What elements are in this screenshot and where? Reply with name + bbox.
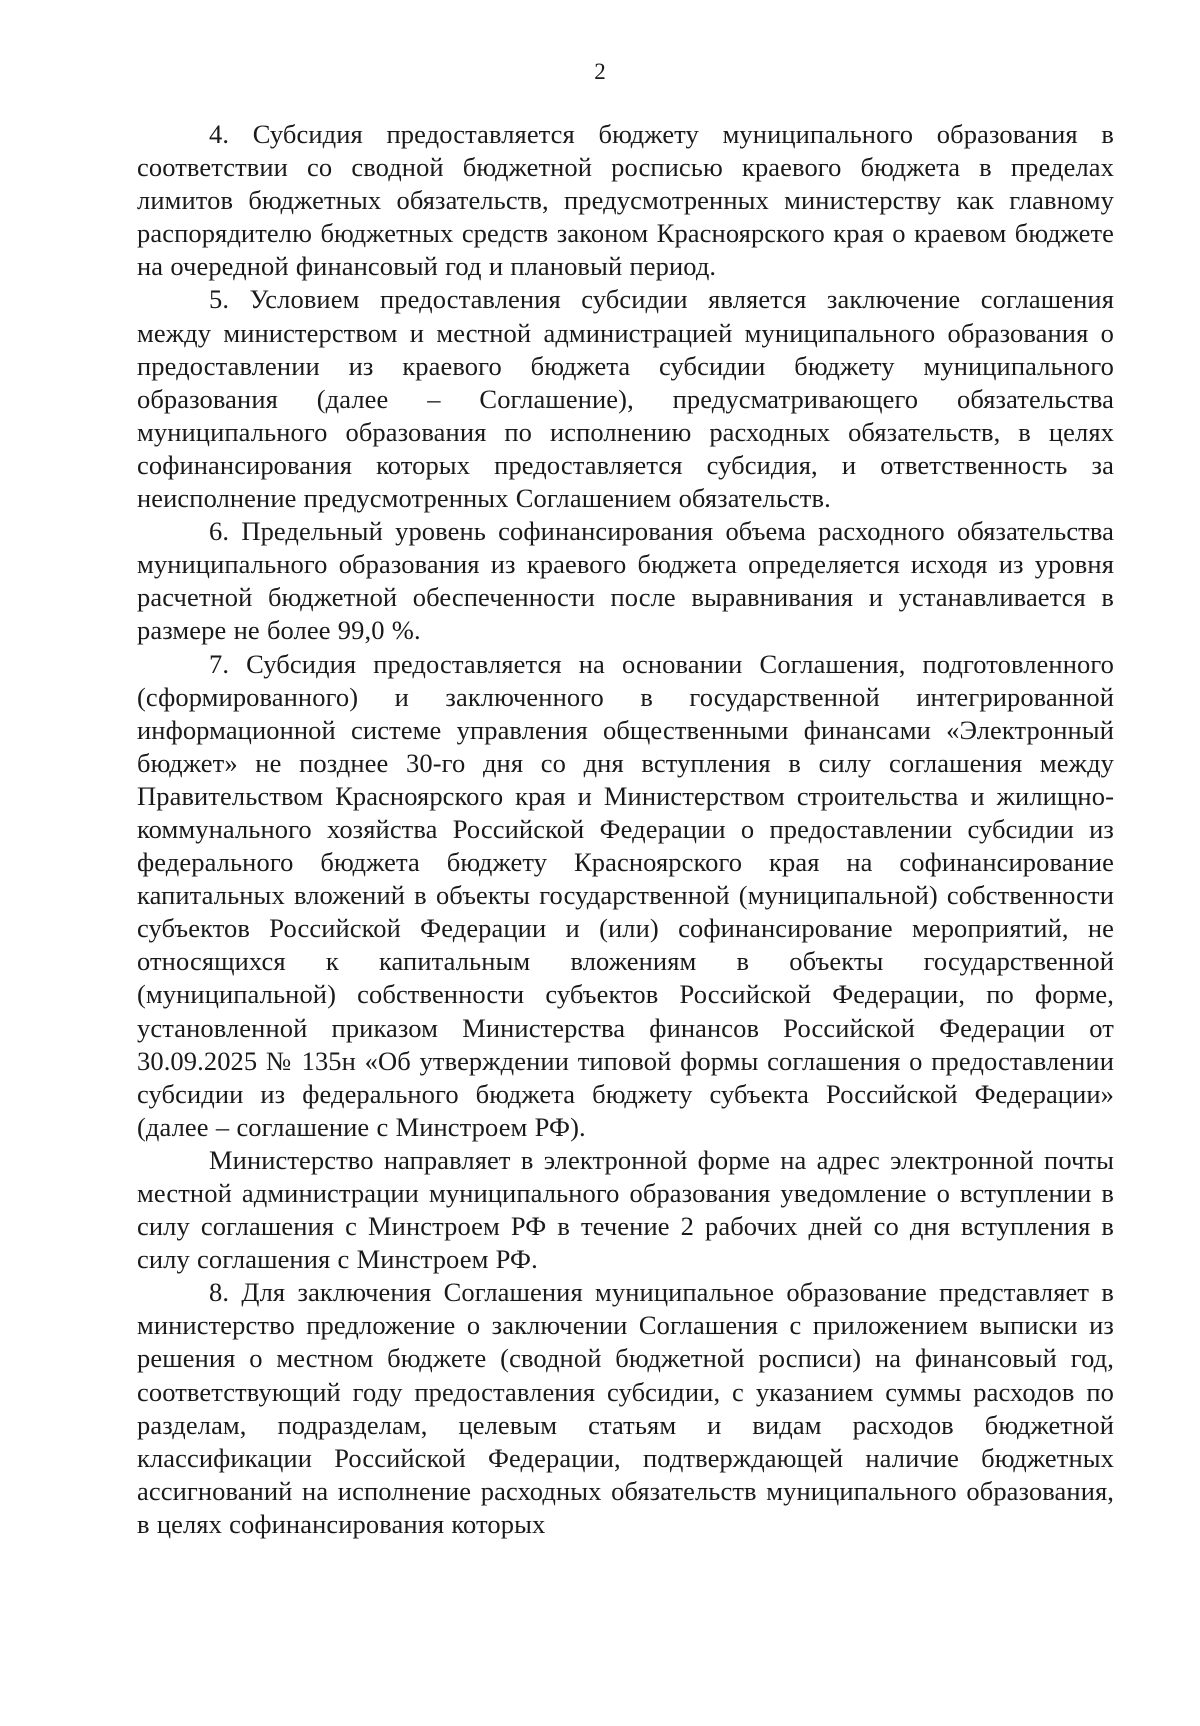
paragraph-6-cofinancing-level: 6. Предельный уровень софинансирования объема расходного обязательства муниципального образования из краевого бюджета определяется исходя из уровня расчетной бюджетной обеспеченности после выравнивания и устанавливается в размере не более 99,0 %.	[137, 516, 1114, 646]
paragraph-4-budget-limits: 4. Субсидия предоставляется бюджету муниципального образования в соответствии со сводной бюджетной росписью краевого бюджета в пределах лимитов бюджетных обязательств, предусмотренных министерству как главному распорядителю бюджетных средств законом Красноярского края о краевом бюджете на очередной финансовый год и плановый период.	[137, 119, 1114, 282]
paragraph-5-agreement-condition: 5. Условием предоставления субсидии является заключение соглашения между министерством и местной администрацией муниципального образования о предоставлении из краевого бюджета субсидии бюджету муниципального образования (далее – Соглашение), предусматривающего обязательства муниципального образования по исполнению расходных обязательств, в целях софинансирования которых предоставляется субсидия, и ответственность за неисполнение предусмотренных Соглашением обязательств.	[137, 284, 1114, 514]
page-number: 2	[594, 59, 606, 84]
document-body	[137, 118, 1114, 1541]
paragraph-7-agreement-basis: 7. Субсидия предоставляется на основании Соглашения, подготовленного (сформированного) и заключенного в государственной интегрированной информационной системе управления общественными финансами «Электронный бюджет» не позднее 30-го дня со дня вступления в силу соглашения между Правительством Красноярского края и Министерством строительства и жилищно-коммунального хозяйства Российской Федерации о предоставлении субсидии из федерального бюджета бюджету Красноярского края на софинансирование капитальных вложений в объекты государственной (муниципальной) собственности субъектов Российской Федерации и (или) софинансирование мероприятий, не относящихся к капитальным вложениям в объекты государственной (муниципальной) собственности субъектов Российской Федерации, по форме, установленной приказом Министерства финансов Российской Федерации от 30.09.2025 № 135н «Об утверждении типовой формы соглашения о предоставлении субсидии из федерального бюджета бюджету субъекта Российской Федерации» (далее – соглашение с Минстроем РФ).	[137, 648, 1114, 1142]
paragraph-ministry-notification: Министерство направляет в электронной форме на адрес электронной почты местной администрации муниципального образования уведомление о вступлении в силу соглашения с Минстроем РФ в течение 2 рабочих дней со дня вступления в силу соглашения с Минстроем РФ.	[137, 1144, 1114, 1275]
paragraph-8-agreement-submission: 8. Для заключения Соглашения муниципальное образование представляет в министерство предложение о заключении Соглашения с приложением выписки из решения о местном бюджете (сводной бюджетной росписи) на финансовый год, соответствующий году предоставления субсидии, с указанием суммы расходов по разделам, подразделам, целевым статьям и видам расходов бюджетной классификации Российской Федерации, подтверждающей наличие бюджетных ассигнований на исполнение расходных обязательств муниципального образования, в целях софинансирования которых	[137, 1277, 1114, 1539]
